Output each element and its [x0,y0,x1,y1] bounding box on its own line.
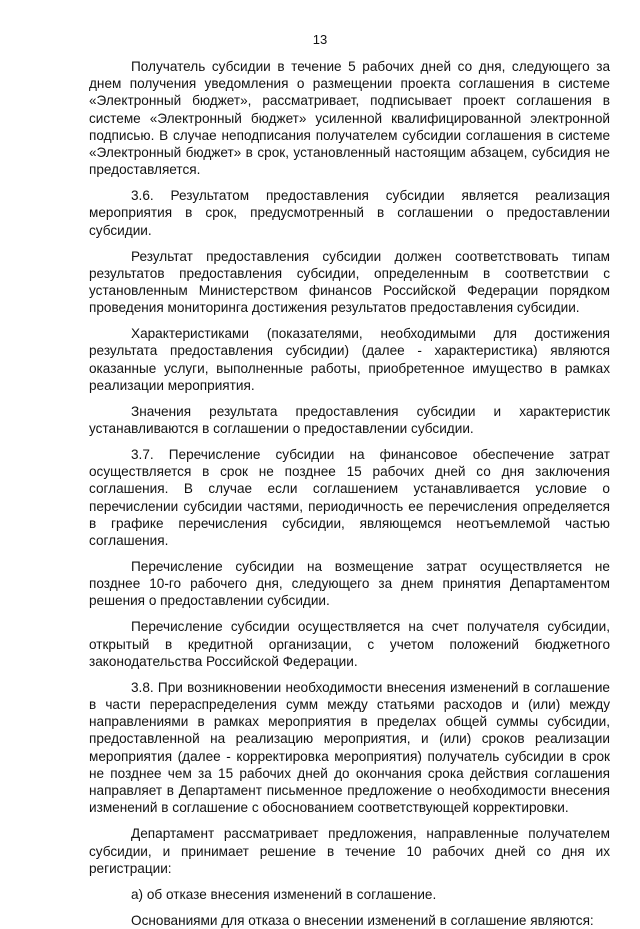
paragraph-3-8-amendments: 3.8. При возникновении необходимости внесения изменений в соглашение в части перераспределения сумм между статьями расходов и (или) между направлениями в рамках мероприятия в пределах общей суммы субсидии, предоставленной на реализацию мероприятия, и (или) сроков реализации мероприятия (далее - корректировка мероприятия) получатель субсидии в срок не позднее чем за 15 рабочих дней до окончания срока действия соглашения направляет в Департамент письменное предложение о необходимости внесения изменений в соглашение с обоснованием соответствующей корректировки. [89,679,610,816]
paragraph-account: Перечисление субсидии осуществляется на счет получателя субсидии, открытый в кредитной организации, с учетом положений бюджетного законодательства Российской Федерации. [89,619,610,669]
paragraph-refusal-grounds: Основаниями для отказа о внесении изменений в соглашение являются: [131,912,594,928]
paragraph-3-6-result: 3.6. Результатом предоставления субсидии является реализация мероприятия в срок, предусмотренный в соглашении о предоставлении субсидии. [89,188,610,238]
paragraph-characteristics: Характеристиками (показателями, необходимыми для достижения результата предоставления субсидии) (далее - характеристика) являются оказанные услуги, выполненные работы, приобретенное имущество в рамках реализации мероприятия. [89,326,610,393]
document-body [89,58,610,929]
paragraph-department-review: Департамент рассматривает предложения, направленные получателем субсидии, и принимает решение в течение 10 рабочих дней со дня их регистрации: [89,826,610,876]
paragraph-recipient-signing: Получатель субсидии в течение 5 рабочих дней со дня, следующего за днем получения уведомления о размещении проекта соглашения в системе «Электронный бюджет», рассматривает, подписывает проект соглашения в системе «Электронный бюджет» усиленной квалифицированной электронной подписью. В случае неподписания получателем субсидии соглашения в системе «Электронный бюджет» в срок, установленный настоящим абзацем, субсидия не предоставляется. [89,59,610,178]
paragraph-refusal-item-a: а) об отказе внесения изменений в соглашение. [131,886,437,902]
paragraph-result-values: Значения результата предоставления субсидии и характеристик устанавливаются в соглашении о предоставлении субсидии. [89,403,610,437]
paragraph-3-7-transfer: 3.7. Перечисление субсидии на финансовое обеспечение затрат осуществляется в срок не позднее 15 рабочих дней со дня заключения соглашения. В случае если соглашением устанавливается условие о перечислении субсидии частями, периодичность ее перечисления определяется в графике перечисления субсидии, являющемся неотъемлемой частью соглашения. [89,447,610,549]
paragraph-reimbursement: Перечисление субсидии на возмещение затрат осуществляется не позднее 10-го рабочего дня, следующего за днем принятия Департаментом решения о предоставлении субсидии. [89,559,610,609]
paragraph-result-types: Результат предоставления субсидии должен соответствовать типам результатов предоставления субсидии, определенным в соответствии с установленным Министерством финансов Российской Федерации порядком проведения мониторинга достижения результатов предоставления субсидии. [89,248,610,316]
page-number: 13 [312,32,328,47]
